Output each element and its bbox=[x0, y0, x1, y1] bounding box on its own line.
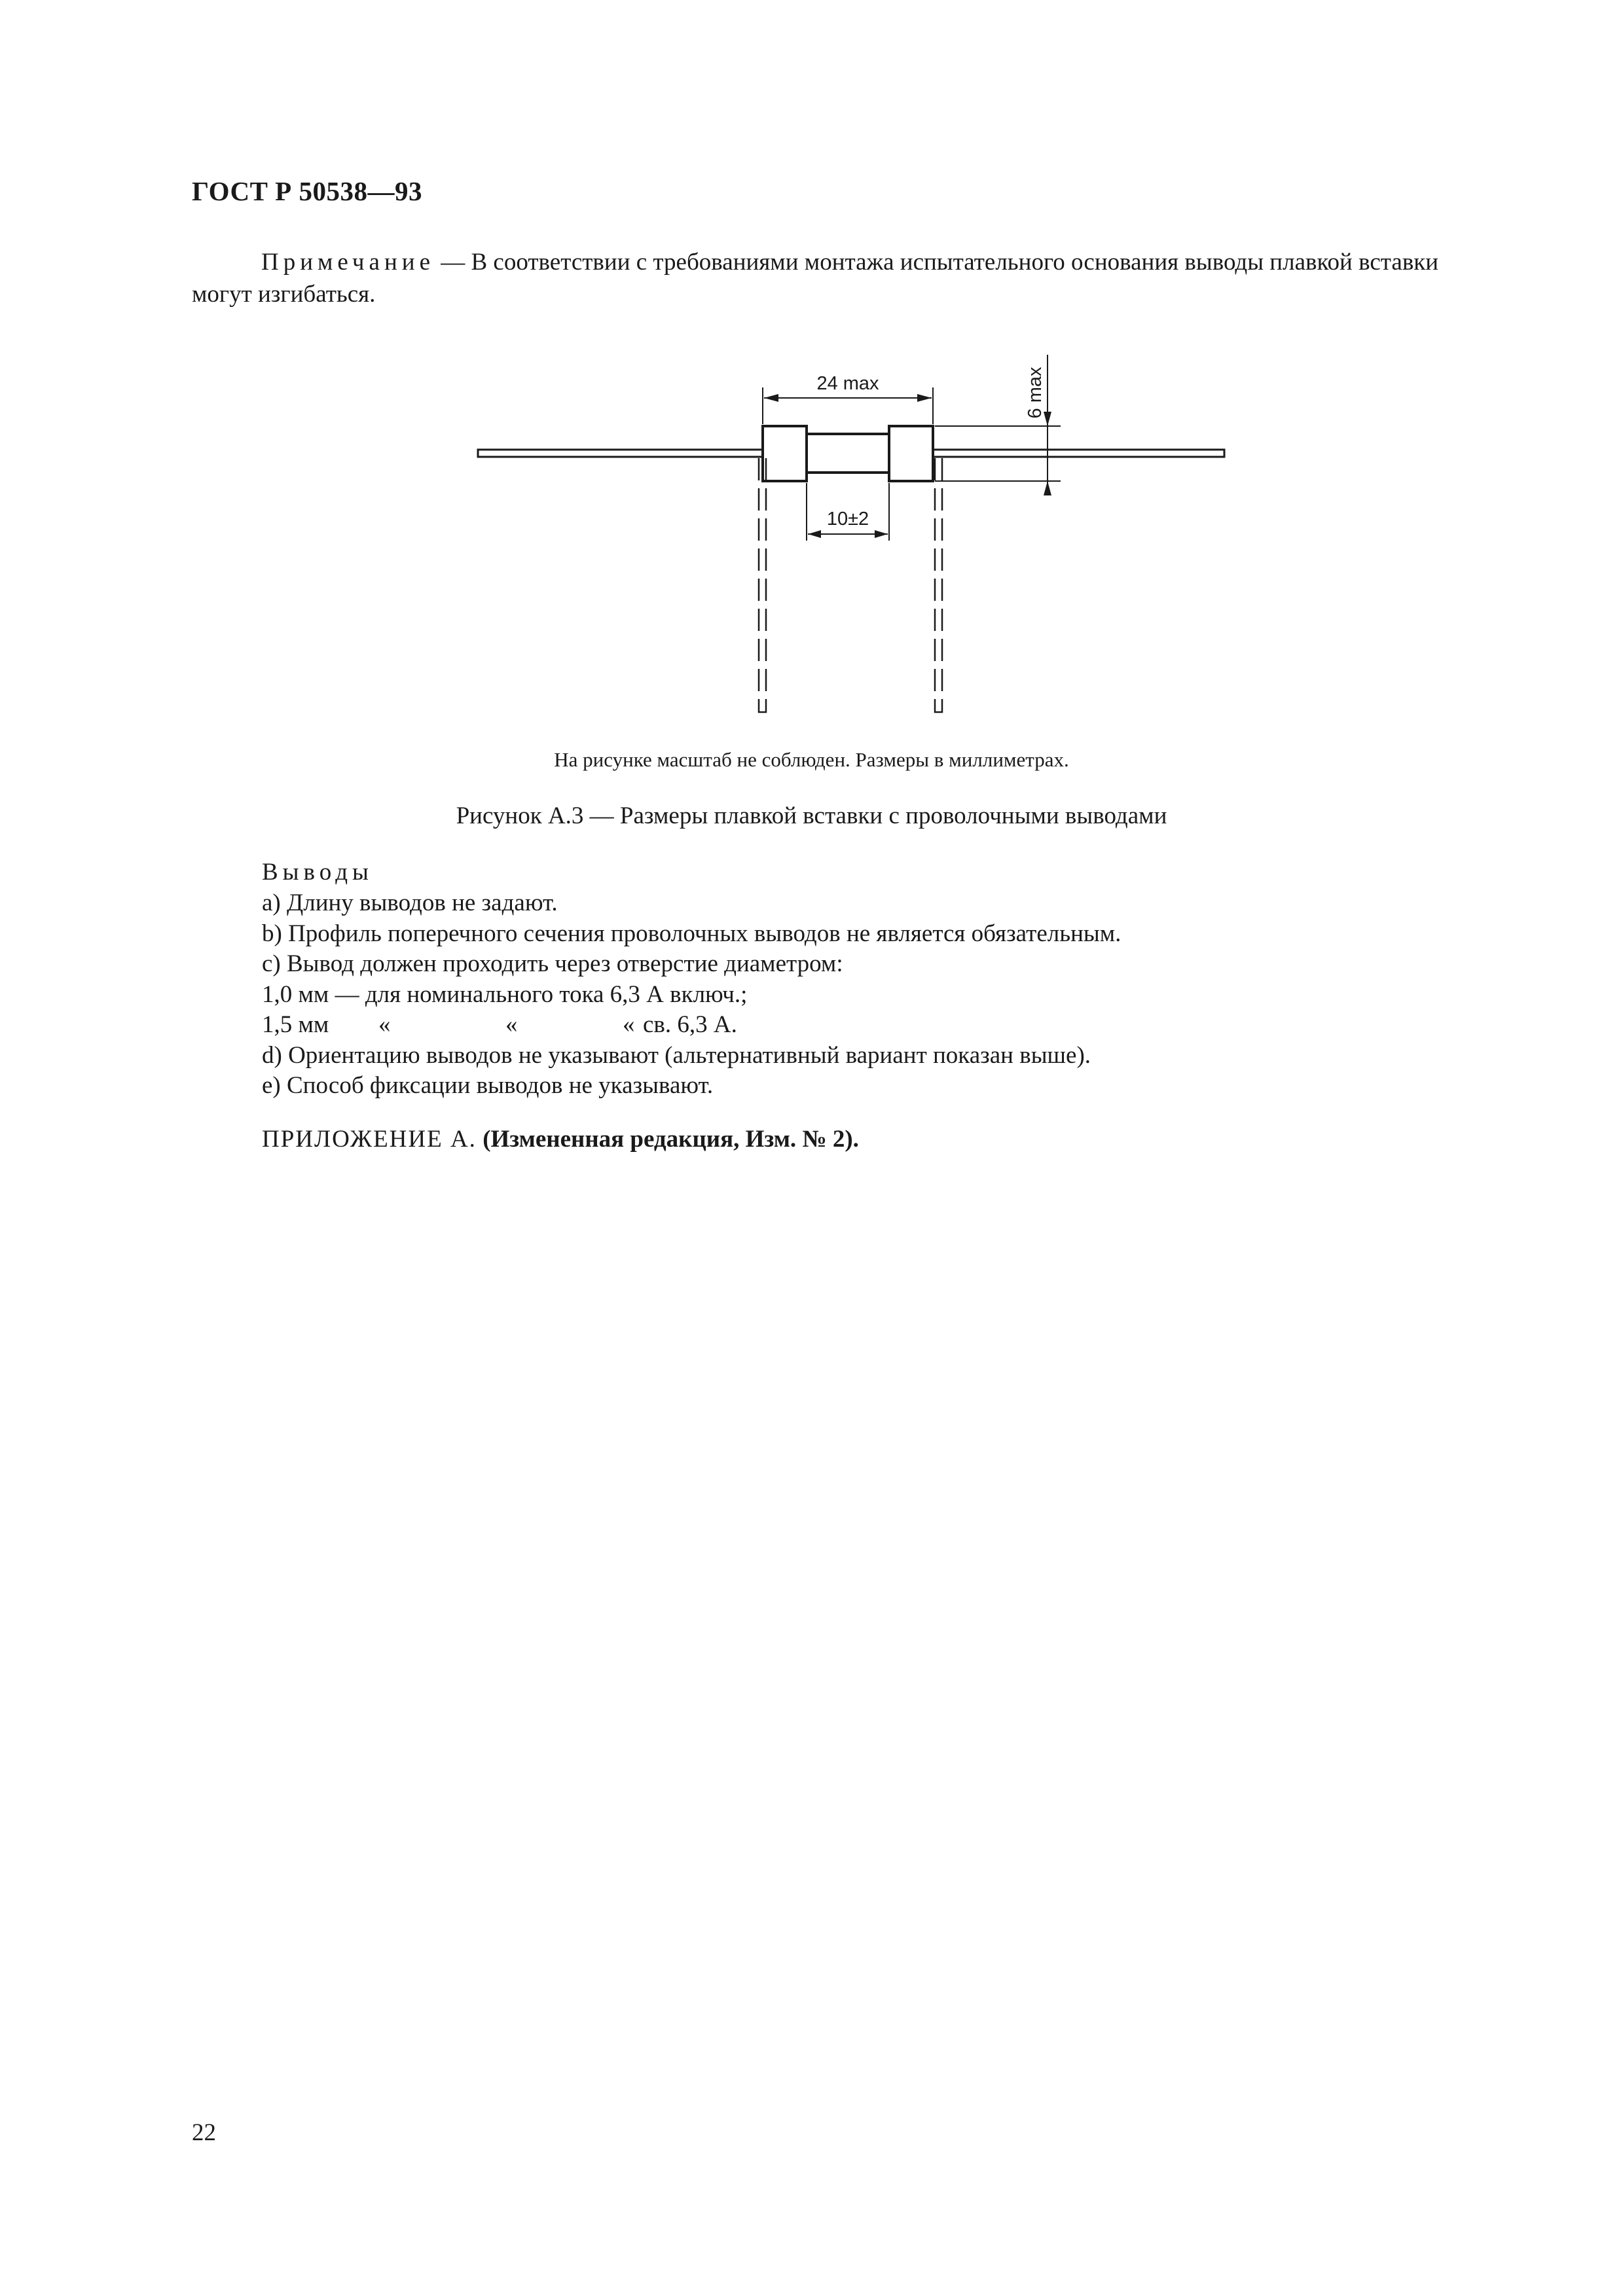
lead-item-c: c) Вывод должен проходить через отверстие диаметром: bbox=[262, 950, 843, 977]
note-label: Примечание bbox=[261, 249, 435, 276]
document-header: ГОСТ Р 50538—93 bbox=[192, 176, 422, 206]
dimension-length-label: 24 max bbox=[816, 373, 879, 394]
leads-section-title: Выводы bbox=[262, 859, 373, 886]
right-end-cap bbox=[889, 426, 933, 481]
lead-item-a: a) Длину выводов не задают. bbox=[262, 889, 558, 916]
lead-item-current-2 bbox=[262, 1011, 737, 1039]
dimension-body-label: 10±2 bbox=[826, 509, 869, 529]
appendix-revision: (Измененная редакция, Изм. № 2). bbox=[483, 1126, 859, 1153]
ditto-mark: « bbox=[378, 1011, 391, 1038]
left-wire-lead bbox=[478, 450, 786, 457]
ditto-mark: « bbox=[505, 1011, 518, 1038]
fuse-tube bbox=[805, 434, 897, 473]
page-number: 22 bbox=[192, 2119, 216, 2146]
fuse-dimension-drawing bbox=[458, 347, 1244, 740]
current-2-tail: св. 6,3 А. bbox=[643, 1011, 737, 1038]
lead-item-d: d) Ориентацию выводов не указывают (альтернативный вариант показан выше). bbox=[262, 1042, 1091, 1069]
dimension-diameter-label: 6 max bbox=[1025, 367, 1046, 419]
note-paragraph bbox=[192, 246, 1495, 310]
ditto-mark: « bbox=[623, 1011, 635, 1038]
note-text: — В соответствии с требованиями монтажа испытательного основания выводы плавкой вставки могут изгибаться. bbox=[192, 249, 1439, 308]
figure-scale-note: На рисунке масштаб не соблюден. Размеры в миллиметрах. bbox=[554, 748, 1069, 771]
figure-caption: Рисунок А.3 — Размеры плавкой вставки с проволочными выводами bbox=[456, 802, 1167, 829]
current-2-value: 1,5 мм bbox=[262, 1011, 329, 1038]
appendix-revision-note bbox=[262, 1125, 859, 1153]
alternative-lead-dashes bbox=[759, 458, 942, 707]
lead-item-b: b) Профиль поперечного сечения проволочных выводов не является обязательным. bbox=[262, 920, 1122, 947]
lead-item-e: e) Способ фиксации выводов не указывают. bbox=[262, 1072, 714, 1099]
right-wire-lead bbox=[917, 450, 1224, 457]
appendix-label: ПРИЛОЖЕНИЕ А. bbox=[262, 1126, 477, 1153]
left-end-cap bbox=[763, 426, 807, 481]
lead-item-current-1: 1,0 мм — для номинального тока 6,3 А включ.; bbox=[262, 981, 748, 1008]
